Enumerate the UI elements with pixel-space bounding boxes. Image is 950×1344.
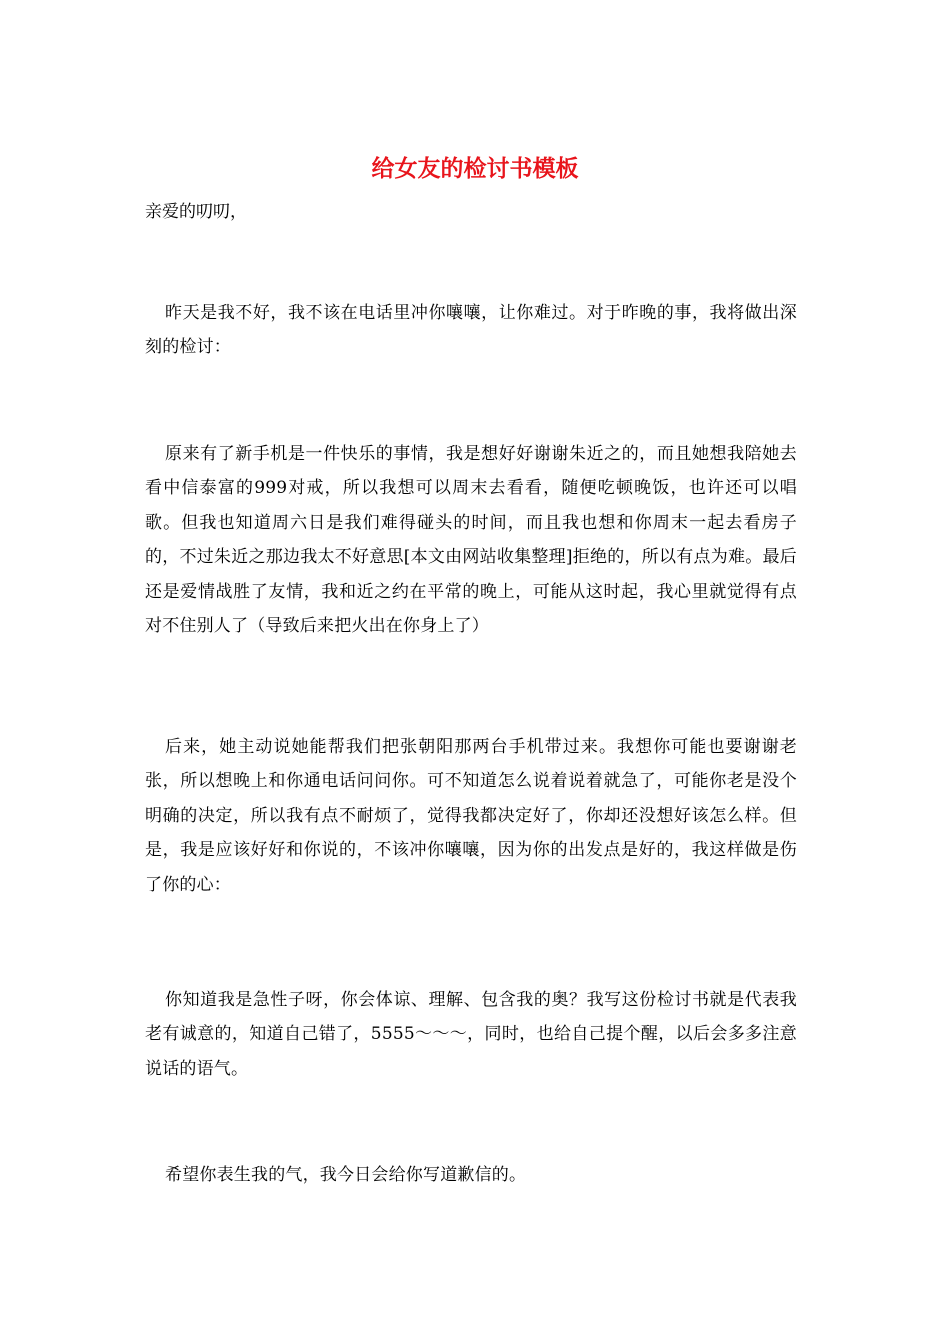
paragraph-5: 希望你表生我的气，我今日会给你写道歉信的。	[165, 1165, 527, 1185]
paragraph-3: 后来，她主动说她能帮我们把张朝阳那两台手机带过来。我想你可能也要谢谢老张，所以想晚上和你通电话问问你。可不知道怎么说着说着就急了，可能你老是没个明确的决定，所以我有点不耐烦了，觉得我都决定好了，你却还没想好该怎么样。但是，我是应该好好和你说的，不该冲你嚷嚷，因为你的出发点是好的，我这样做是伤了你的心：	[145, 737, 797, 895]
paragraph-1: 昨天是我不好，我不该在电话里冲你嚷嚷，让你难过。对于昨晚的事，我将做出深刻的检讨：	[145, 303, 797, 358]
paragraph-2: 原来有了新手机是一件快乐的事情，我是想好好谢谢朱近之的，而且她想我陪她去看中信泰富的999对戒，所以我想可以周末去看看，随便吃顿晚饭，也许还可以唱歌。但我也知道周六日是我们难得碰头的时间，而且我也想和你周末一起去看房子的，不过朱近之那边我太不好意思[本文由网站收集整理]拒绝的，所以有点为难。最后还是爱情战胜了友情，我和近之约在平常的晚上，可能从这时起，我心里就觉得有点对不住别人了（导致后来把火出在你身上了）	[145, 444, 797, 637]
greeting-line: 亲爱的叨叨，	[145, 202, 247, 222]
paragraph-4: 你知道我是急性子呀，你会体谅、理解、包含我的奥？我写这份检讨书就是代表我老有诚意的，知道自己错了，5555～～～，同时，也给自己提个醒，以后会多多注意说话的语气。	[145, 990, 797, 1079]
document-title: 给女友的检讨书模板	[371, 155, 579, 182]
